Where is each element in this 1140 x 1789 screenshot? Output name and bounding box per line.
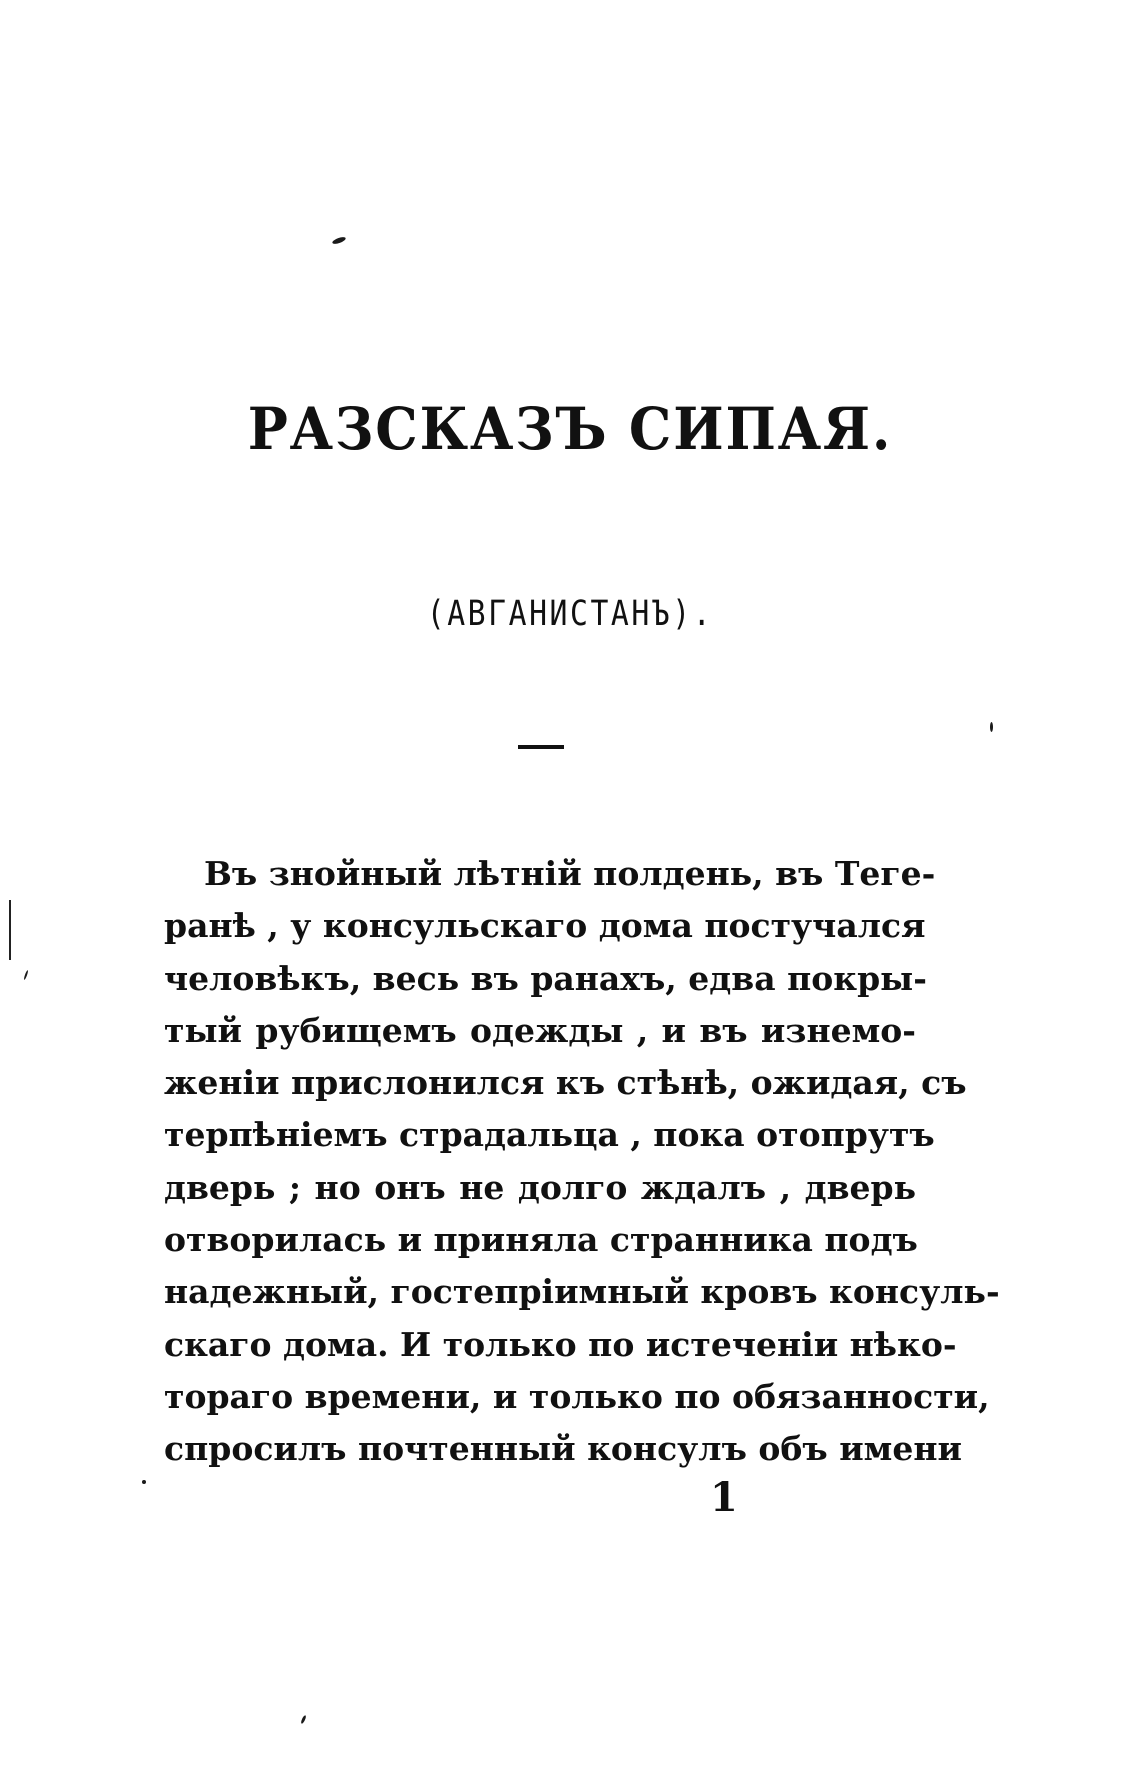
body-text <box>164 848 1000 1476</box>
scan-speck <box>332 236 347 245</box>
text-line: человѣкъ, весь въ ранахъ, едва покры- <box>164 958 927 998</box>
scan-speck <box>142 1480 146 1484</box>
text-line: тый рубищемъ одежды , и въ изнемо- <box>164 1010 916 1050</box>
text-line: дверь ; но онъ не долго ждалъ , дверь <box>164 1167 916 1207</box>
page-number: 1 <box>710 1474 738 1521</box>
text-line: спросилъ почтенный консулъ объ имени <box>164 1429 962 1469</box>
text-line: скаго дома. И только по истеченіи нѣко- <box>164 1324 957 1364</box>
page-subtitle: (АВГАНИСТАНЪ). <box>426 594 714 634</box>
title-divider <box>518 745 564 749</box>
scan-speck <box>990 722 993 732</box>
text-line: тораго времени, и только по обязанности, <box>164 1376 990 1416</box>
scan-margin-line <box>9 900 11 960</box>
text-line: женіи прислонился къ стѣнѣ, ожидая, съ <box>164 1063 967 1103</box>
page-title: РАЗСКАЗЪ СИПАЯ. <box>247 395 893 463</box>
text-line: Въ знойный лѣтній полдень, въ Тегe- <box>204 854 936 893</box>
scan-speck <box>23 970 28 980</box>
text-line: ранѣ , у консульскаго дома постучался <box>164 906 926 946</box>
scan-speck <box>300 1715 307 1724</box>
text-line: надежный, гостепріимный кровъ консуль- <box>164 1272 1000 1312</box>
text-line: терпѣніемъ страдальца , пока отопрутъ <box>164 1115 935 1155</box>
text-line: отворилась и приняла странника подъ <box>164 1220 918 1260</box>
